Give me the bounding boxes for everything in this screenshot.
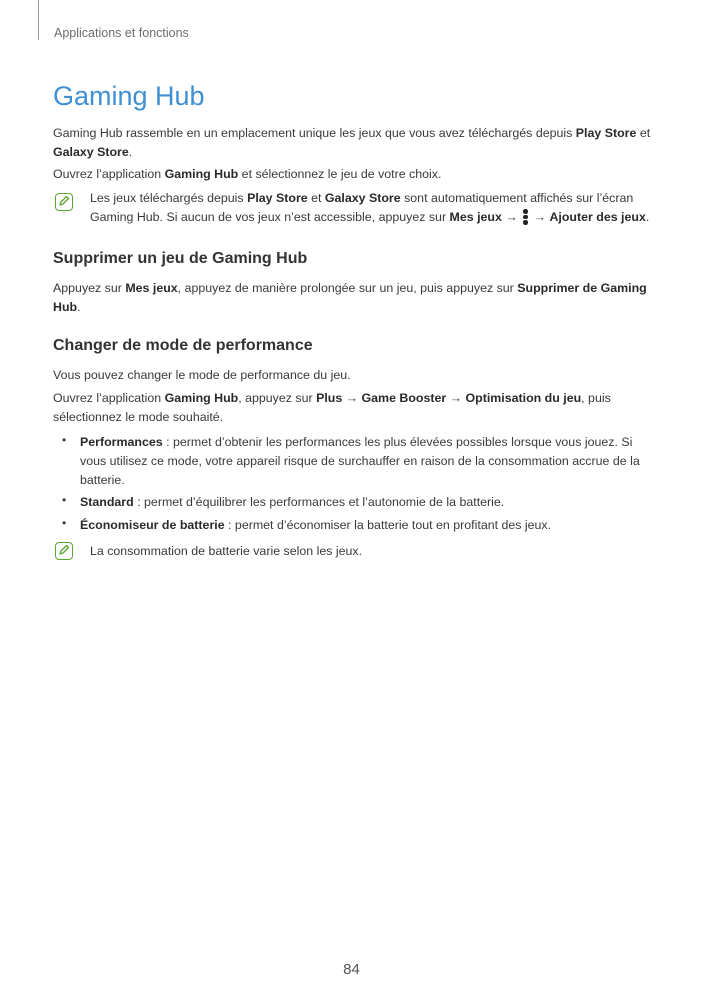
performance-intro: Vous pouvez changer le mode de performance du jeu. [53,368,351,382]
more-options-icon [523,209,528,225]
remove-game-paragraph: Appuyez sur Mes jeux, appuyez de manière prolongée sur un jeu, puis appuyez sur Supprimer de Gaming Hub. [53,281,647,314]
section-header: Applications et fonctions [54,26,189,40]
intro-instruction: Ouvrez l’application Gaming Hub et sélectionnez le jeu de votre choix. [53,167,442,181]
note-icon [55,193,73,211]
performance-instruction: Ouvrez l’application Gaming Hub, appuyez sur Plus → Game Booster → Optimisation du jeu, puis sélectionnez le mode souhaité. [53,391,611,424]
header-divider [38,0,39,40]
page-number: 84 [343,961,360,978]
intro-paragraph: Gaming Hub rassemble en un emplacement unique les jeux que vous avez téléchargés depuis Play Store et Galaxy Store. [53,126,651,159]
note-text: Les jeux téléchargés depuis Play Store et Galaxy Store sont automatiquement affichés sur l’écran Gaming Hub. Si aucun de vos jeux n’est accessible, appuyez sur Mes jeux → → Ajouter des jeux. [90,191,650,224]
list-item: Performances : permet d’obtenir les performances les plus élevées possibles lorsque vous jouez. Si vous utilisez ce mode, votre appareil risque de surchauffer en raison de la consommation accrue de la batterie. [80,435,640,487]
bullet-icon: • [62,493,67,507]
list-item: Économiseur de batterie : permet d’économiser la batterie tout en profitant des jeux. [80,518,552,532]
note-text: La consommation de batterie varie selon les jeux. [90,544,363,558]
section-heading-performance-mode: Changer de mode de performance [53,337,313,354]
bullet-icon: • [62,516,67,530]
section-heading-remove-game: Supprimer un jeu de Gaming Hub [53,250,308,267]
bullet-icon: • [62,433,67,447]
page-title: Gaming Hub [53,81,205,111]
list-item: Standard : permet d’équilibrer les performances et l’autonomie de la batterie. [80,495,505,509]
note-icon [55,542,73,560]
